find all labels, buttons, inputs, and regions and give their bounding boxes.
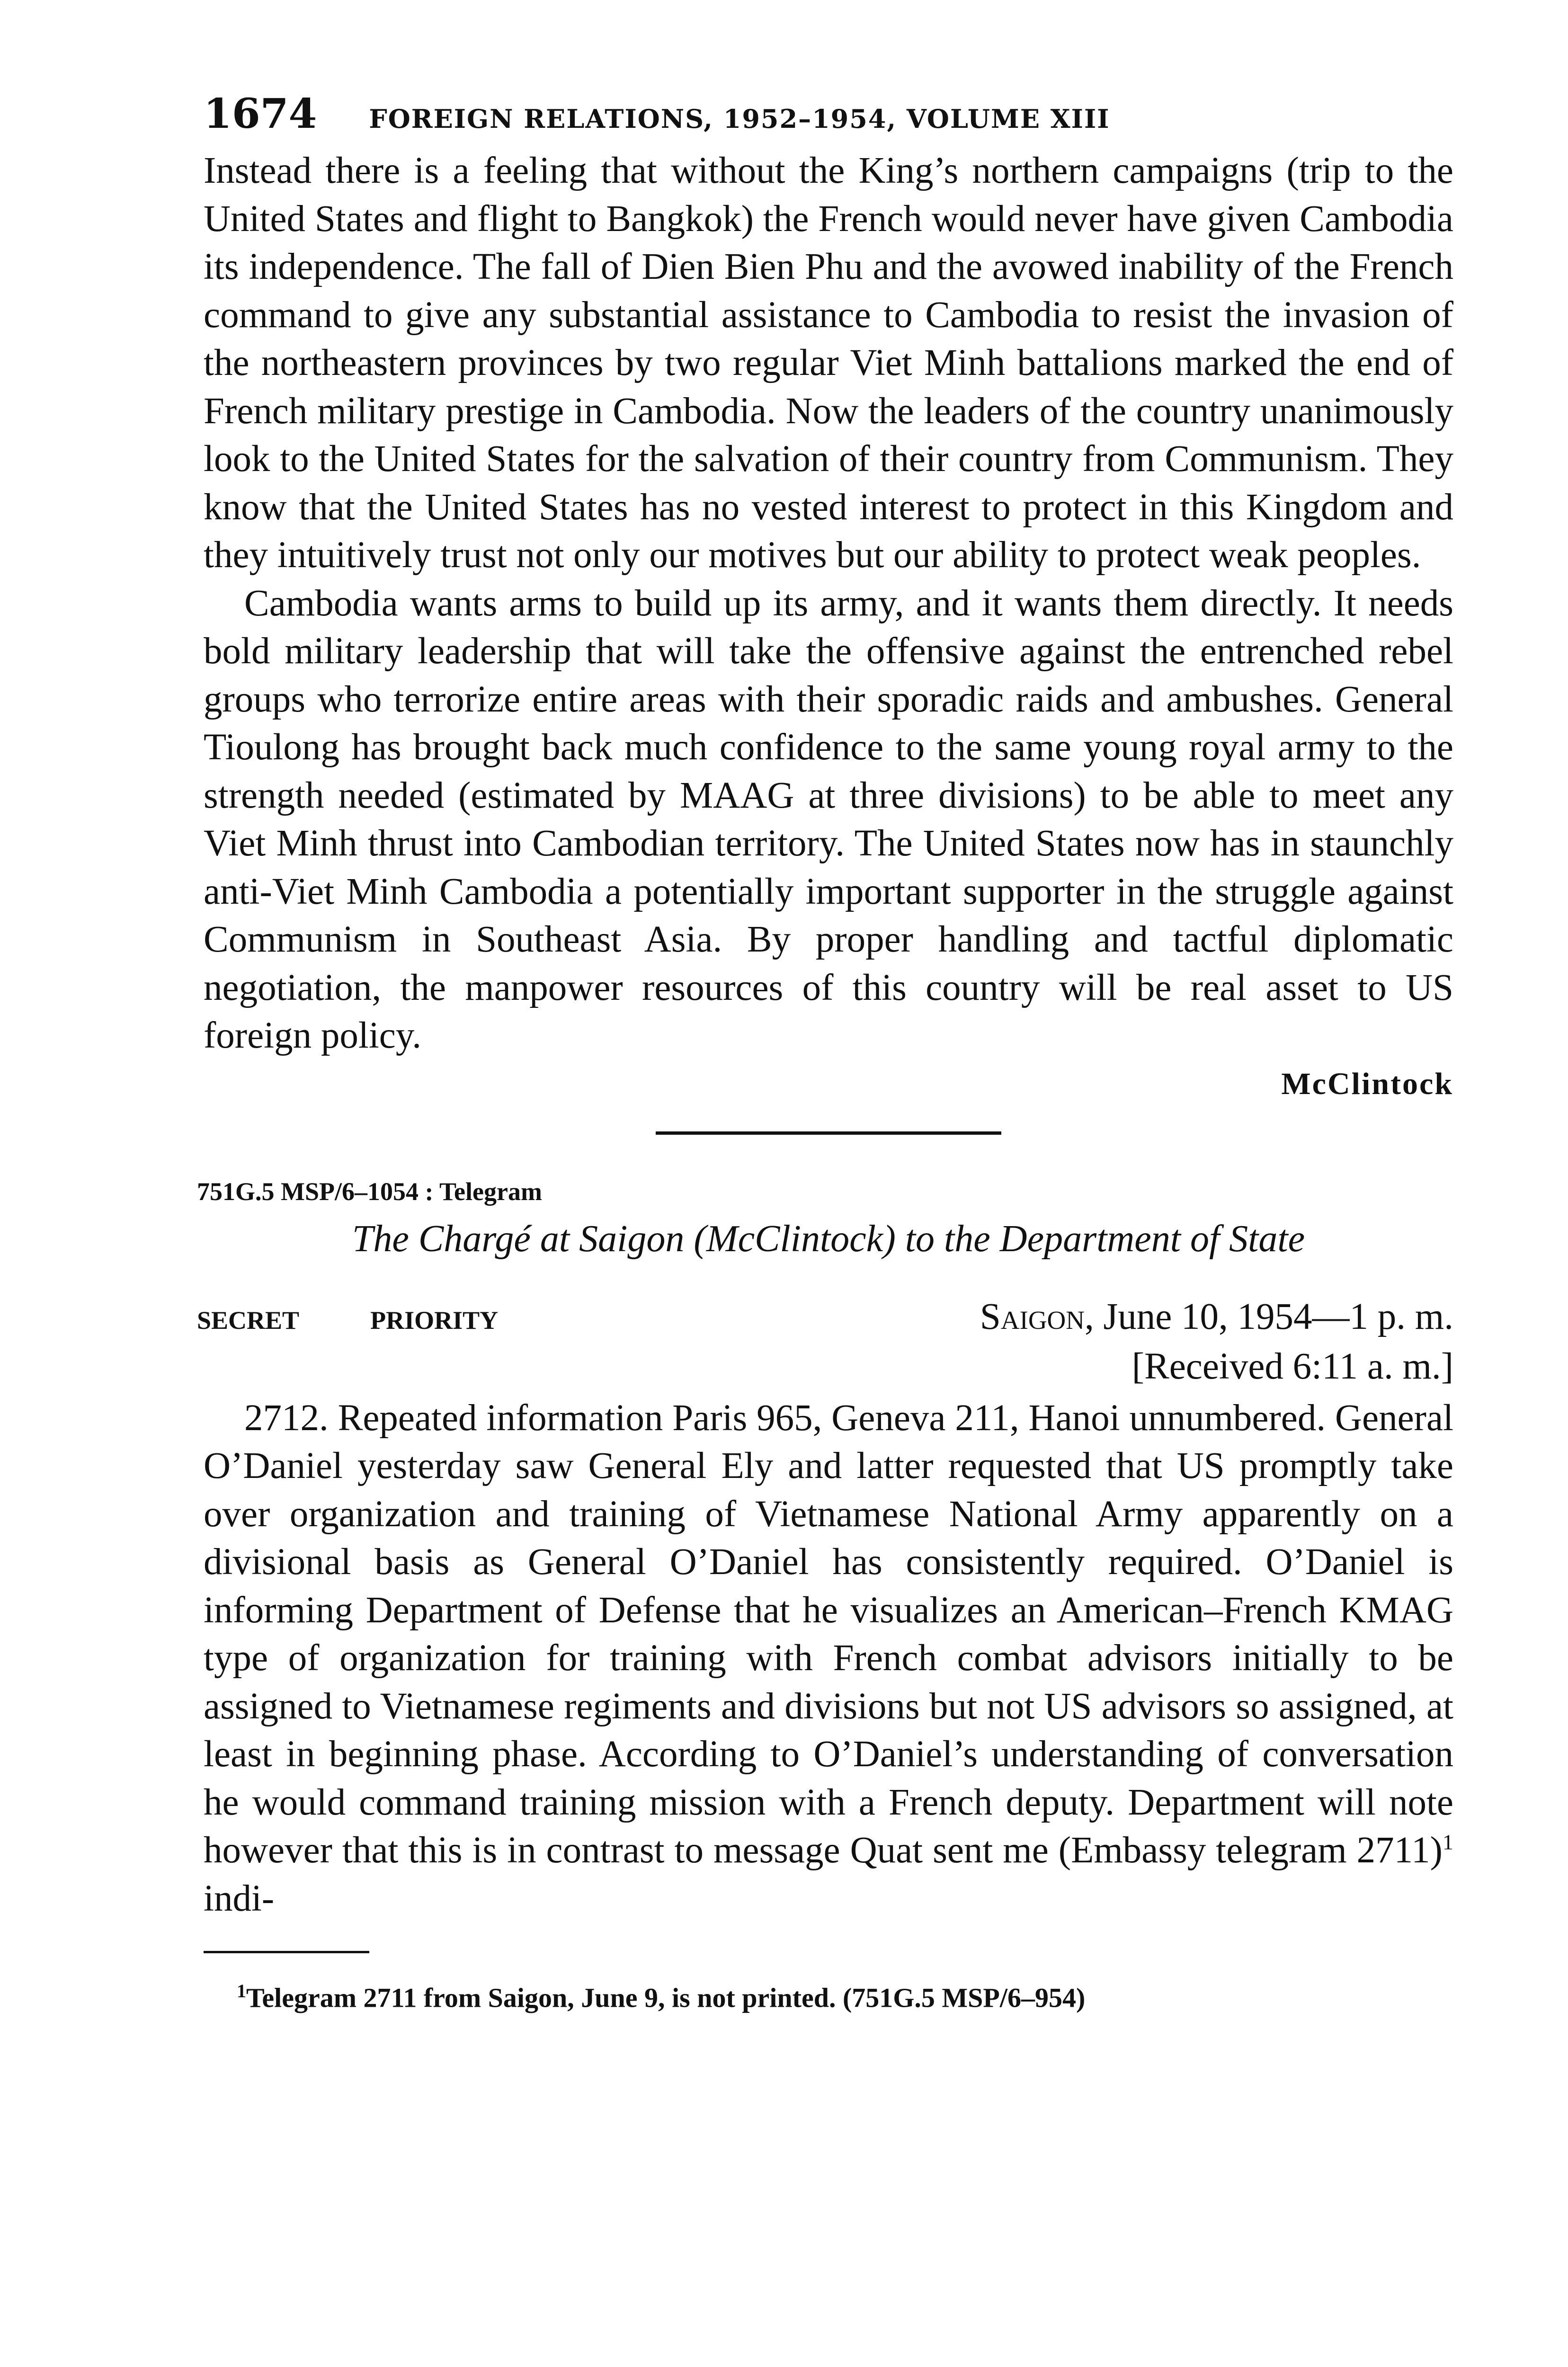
running-head: [204, 90, 1453, 147]
running-title: FOREIGN RELATIONS, 1952–1954, VOLUME XIII: [369, 104, 1110, 134]
classification-label: SECRET: [197, 1306, 300, 1335]
received-time: [Received 6:11 a. m.]: [1131, 1345, 1453, 1387]
footnote-text: Telegram 2711 from Saigon, June 9, is not printed. (751G.5 MSP/6–954): [246, 1982, 1086, 2013]
telegram-body: [204, 1394, 1453, 1923]
body-paragraph-1: Instead there is a feeling that without the King’s northern campaigns (trip to the United States and flight to Bangkok) the French would never have given Cambodia its independence. The fall of Dien Bien Phu and the avowed inability of the French command to give any substantial assistance to Cambodia to resist the invasion of the northeastern provinces by two regular Viet Minh battalions marked the end of French military prestige in Cambodia. Now the leaders of the country unanimously look to the United States for the salvation of their country from Communism. They know that the United States has no vested interest to protect in this Kingdom and they intuitively trust not only our motives but our ability to protect weak peoples.: [204, 150, 1453, 576]
precedence-label: PRIORITY: [370, 1306, 499, 1335]
telegram-body-continuation: indi-: [204, 1878, 275, 1919]
dateline-date: , June 10, 1954—1 p. m.: [1084, 1296, 1453, 1337]
section-separator: [656, 1131, 1001, 1135]
footnote-rule: [204, 1951, 369, 1953]
file-reference: 751G.5 MSP/6–1054 : Telegram: [197, 1177, 542, 1206]
telegram-meta-row: [197, 1296, 1453, 1343]
footnote-reference[interactable]: 1: [1443, 1830, 1453, 1854]
dateline: [980, 1296, 1453, 1338]
document-title: The Chargé at Saigon (McClintock) to the Department of State: [352, 1218, 1305, 1260]
body-paragraph-2: Cambodia wants arms to build up its army, and it wants them directly. It needs bold military leadership that will take the offensive against the entrenched rebel groups who terrorize entire areas with their sporadic raids and ambushes. General Tioulong has brought back much confidence to the same young royal army to the strength needed (estimated by MAAG at three divisions) to be able to meet any Viet Minh thrust into Cambodian territory. The United States now has in staunchly anti-Viet Minh Cambodia a potentially important supporter in the struggle against Communism in Southeast Asia. By proper handling and tactful diplomatic negotiation, the manpower resources of this country will be real asset to US foreign policy.: [204, 582, 1453, 1056]
signature: McClintock: [1281, 1066, 1453, 1101]
telegram-body-text: 2712. Repeated information Paris 965, Geneva 211, Hanoi unnumbered. General O’Daniel yesterday saw General Ely and latter requested that US promptly take over organization and training of Vietnamese National Army apparently on a divisional basis as General O’Daniel has consistently required. O’Daniel is informing Department of Defense that he visualizes an American–French KMAG type of organization for training with French combat advisors initially to be assigned to Vietnamese regiments and divisions but not US advisors so assigned, at least in beginning phase. According to O’Daniel’s understanding of conversation he would command training mission with a French deputy. Department will note however that this is in contrast to message Quat sent me (Embassy telegram 2711): [204, 1397, 1453, 1871]
dateline-place: Saigon: [980, 1296, 1085, 1337]
footnote: [237, 1972, 1453, 2017]
footnote-marker: 1: [237, 1980, 246, 2002]
page-number: 1674: [204, 90, 317, 138]
document-page: [197, 90, 1453, 2017]
